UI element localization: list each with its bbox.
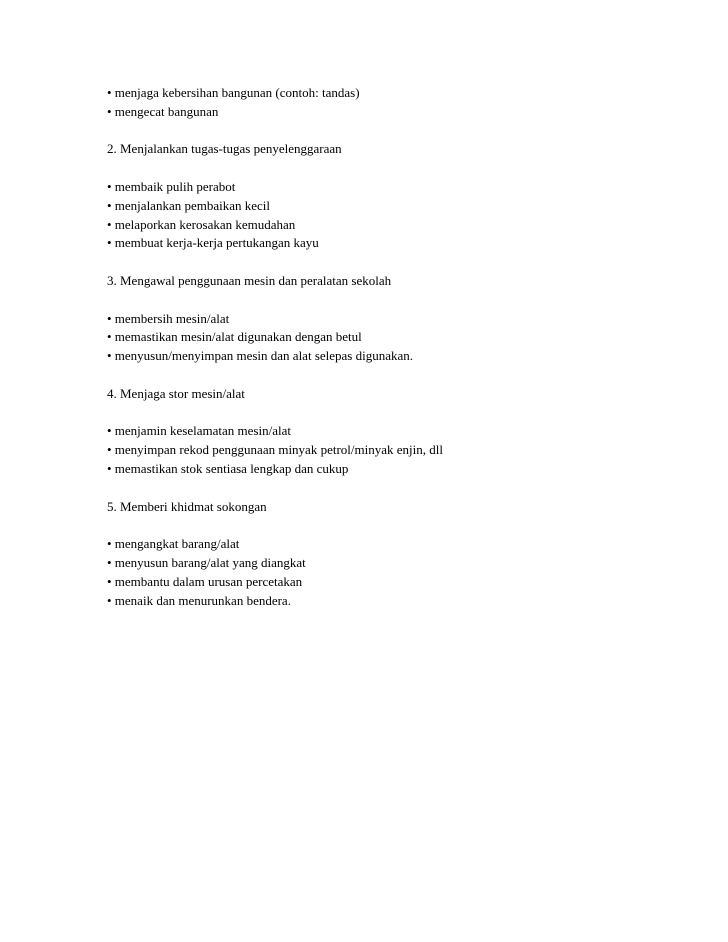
document-body bbox=[107, 84, 707, 629]
section-2-list bbox=[107, 178, 707, 253]
section-4-heading-block bbox=[107, 385, 707, 404]
list-item: • mengecat bangunan bbox=[107, 103, 219, 119]
list-item: • melaporkan kerosakan kemudahan bbox=[107, 216, 296, 232]
section-5-heading-block bbox=[107, 498, 707, 517]
section-4-list bbox=[107, 422, 707, 478]
section-5-list bbox=[107, 535, 707, 610]
list-item: • menaik dan menurunkan bendera. bbox=[107, 592, 291, 608]
list-item: • menjaga kebersihan bangunan (contoh: tandas) bbox=[107, 85, 360, 100]
section-heading: 5. Memberi khidmat sokongan bbox=[107, 498, 267, 514]
list-item: • mengangkat barang/alat bbox=[107, 536, 240, 552]
list-item: • membaik pulih perabot bbox=[107, 178, 236, 194]
list-item: • menjalankan pembaikan kecil bbox=[107, 197, 271, 213]
list-item: • membersih mesin/alat bbox=[107, 310, 230, 326]
section-3-heading-block bbox=[107, 272, 707, 291]
list-item: • menjamin keselamatan mesin/alat bbox=[107, 423, 291, 439]
list-item: • memastikan mesin/alat digunakan dengan betul bbox=[107, 329, 362, 345]
list-item: • menyimpan rekod penggunaan minyak petrol/minyak enjin, dll bbox=[107, 442, 443, 458]
intro-list bbox=[107, 84, 707, 122]
list-item: • menyusun/menyimpan mesin dan alat selepas digunakan. bbox=[107, 348, 414, 364]
list-item: • membantu dalam urusan percetakan bbox=[107, 573, 303, 589]
list-item: • memastikan stok sentiasa lengkap dan cukup bbox=[107, 460, 349, 476]
section-heading: 2. Menjalankan tugas-tugas penyelenggaraan bbox=[107, 141, 342, 157]
section-3-list bbox=[107, 310, 707, 366]
section-heading: 3. Mengawal penggunaan mesin dan peralatan sekolah bbox=[107, 272, 392, 288]
list-item: • membuat kerja-kerja pertukangan kayu bbox=[107, 235, 319, 251]
section-heading: 4. Menjaga stor mesin/alat bbox=[107, 385, 245, 401]
list-item: • menyusun barang/alat yang diangkat bbox=[107, 554, 306, 570]
section-2-heading-block bbox=[107, 140, 707, 159]
